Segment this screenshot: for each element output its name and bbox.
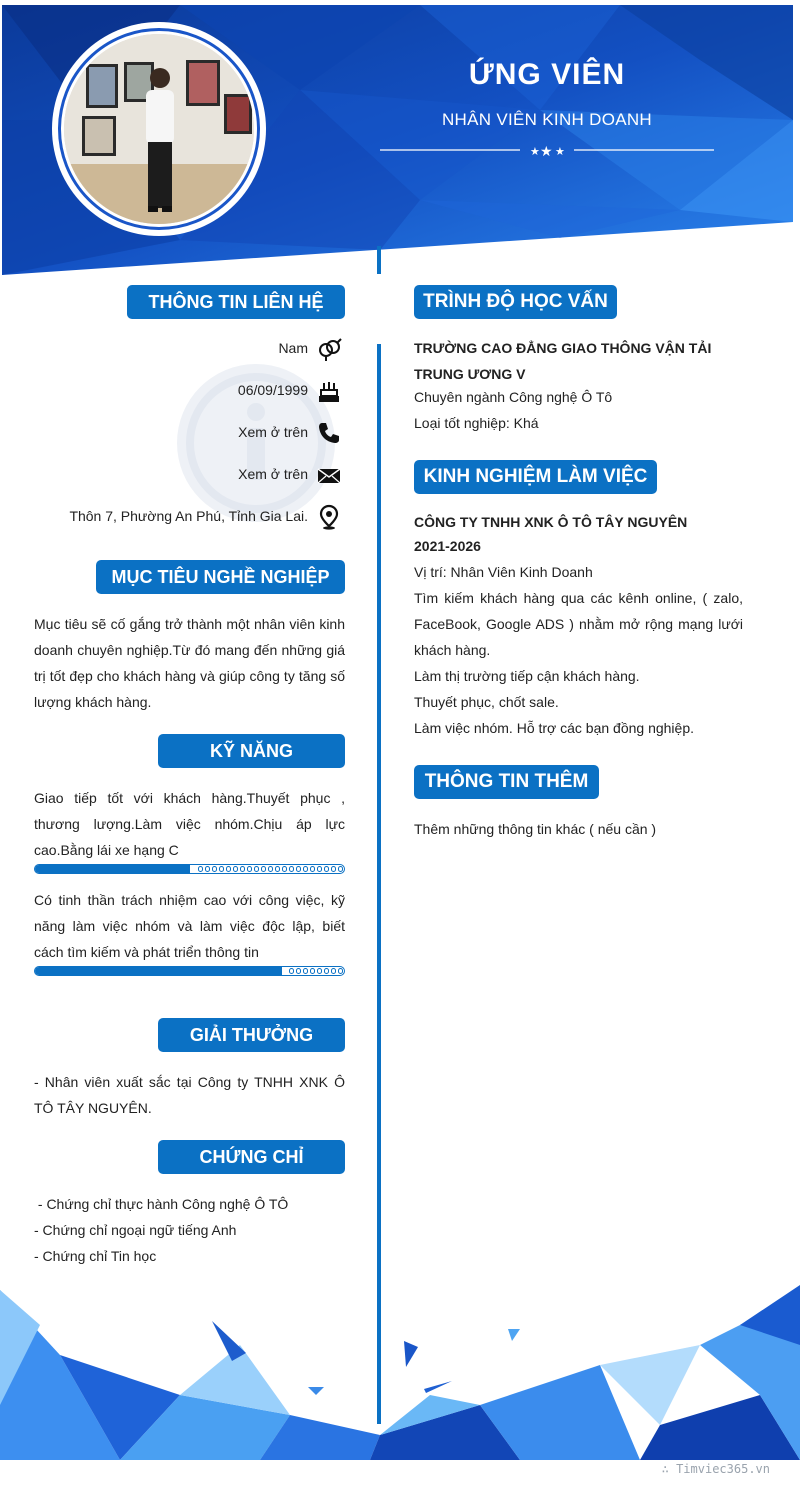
phone-icon xyxy=(316,420,342,446)
contact-gender xyxy=(0,340,345,370)
experience-duty: Làm việc nhóm. Hỗ trợ các bạn đồng nghiệp. xyxy=(414,720,695,736)
skill-level-fill-2 xyxy=(35,967,282,975)
skill-level-dot xyxy=(254,866,259,872)
skill-level-dot xyxy=(317,968,322,974)
section-title-experience: KINH NGHIỆM LÀM VIỆC xyxy=(414,460,657,494)
experience-period: 2021-2026 xyxy=(414,538,481,554)
objective-text: Mục tiêu sẽ cố gắng trở thành một nhân viên kinh doanh chuyên nghiệp.Từ đó mang đến những giá trị tốt đẹp cho khách hàng và giúp công ty tăng số lượng khách hàng. xyxy=(34,616,345,710)
experience-duty: Thuyết phục, chốt sale. xyxy=(414,694,559,710)
star-icon: ★ xyxy=(530,145,540,158)
skill-level-dot xyxy=(268,866,273,872)
education-school: TRƯỜNG CAO ĐẲNG GIAO THÔNG VẬN TẢI TRUNG ƯƠNG V xyxy=(414,340,712,382)
column-divider-top xyxy=(377,246,381,274)
experience-duty: Tìm kiếm khách hàng qua các kênh online, ( zalo, FaceBook, Google ADS ) nhằm mở rộng mạng lưới khách hàng. xyxy=(414,590,743,658)
education-grade: Loại tốt nghiệp: Khá xyxy=(414,415,539,431)
skill-level-bar-1 xyxy=(34,864,345,874)
section-title-contact: THÔNG TIN LIÊN HỆ xyxy=(127,285,345,319)
section-title-awards: GIẢI THƯỞNG xyxy=(158,1018,345,1052)
skill-level-dot xyxy=(289,866,294,872)
skill-level-dot xyxy=(331,968,336,974)
birthday-cake-icon xyxy=(316,378,342,404)
skill-level-dot xyxy=(310,866,315,872)
awards-text: - Nhân viên xuất sắc tại Công ty TNHH XNK Ô TÔ TÂY NGUYÊN. xyxy=(34,1074,345,1116)
certificate-item: - Chứng chỉ ngoại ngữ tiếng Anh xyxy=(34,1222,237,1238)
footer-brand: ∴ Timviec365.vn xyxy=(661,1462,770,1476)
experience-duty: Làm thị trường tiếp cận khách hàng. xyxy=(414,668,640,684)
contact-gender-text: Nam xyxy=(278,340,308,356)
email-icon xyxy=(316,462,342,488)
contact-address-text: Thôn 7, Phường An Phú, Tỉnh Gia Lai. xyxy=(69,508,308,524)
skill-level-fill-1 xyxy=(35,865,190,873)
skill-level-bar-2 xyxy=(34,966,345,976)
contact-phone-text: Xem ở trên xyxy=(238,424,308,440)
education-major: Chuyên ngành Công nghệ Ô Tô xyxy=(414,389,613,405)
contact-address xyxy=(0,508,345,538)
skill-level-dot xyxy=(247,866,252,872)
stars-divider xyxy=(380,140,714,160)
skill-text-2: Có tinh thần trách nhiệm cao với công việc, kỹ năng làm việc nhóm và làm việc độc lập, biết cách tìm kiếm và phát triển thông tin xyxy=(34,892,345,960)
contact-birthday xyxy=(0,382,345,412)
candidate-photo xyxy=(64,34,254,224)
contact-phone xyxy=(0,424,345,454)
skill-level-dot xyxy=(205,866,210,872)
skill-level-dot xyxy=(289,968,294,974)
skill-level-dot xyxy=(275,866,280,872)
column-divider xyxy=(377,344,381,1424)
skill-level-dot xyxy=(219,866,224,872)
skill-level-dot xyxy=(310,968,315,974)
section-title-education: TRÌNH ĐỘ HỌC VẤN xyxy=(414,285,617,319)
experience-position: Vị trí: Nhân Viên Kinh Doanh xyxy=(414,564,593,580)
avatar xyxy=(64,34,254,224)
skill-level-dot xyxy=(233,866,238,872)
section-title-skills: KỸ NĂNG xyxy=(158,734,345,768)
skill-level-dot xyxy=(296,968,301,974)
contact-email-text: Xem ở trên xyxy=(238,466,308,482)
skill-level-dot xyxy=(261,866,266,872)
skill-level-dot xyxy=(282,866,287,872)
contact-email xyxy=(0,466,345,496)
skill-level-dots xyxy=(198,866,343,872)
skill-level-dot xyxy=(240,866,245,872)
skill-level-dot xyxy=(198,866,203,872)
skill-level-dot xyxy=(296,866,301,872)
candidate-name: ỨNG VIÊN xyxy=(468,58,626,91)
star-icon: ★ xyxy=(555,145,565,158)
skill-level-dots xyxy=(289,968,343,974)
section-title-extra: THÔNG TIN THÊM xyxy=(414,765,599,799)
extra-text: Thêm những thông tin khác ( nếu cần ) xyxy=(414,821,657,837)
skill-level-dot xyxy=(303,866,308,872)
certificate-item: - Chứng chỉ Tin học xyxy=(34,1248,157,1264)
skill-level-dot xyxy=(338,968,343,974)
skill-level-dot xyxy=(303,968,308,974)
skill-level-dot xyxy=(324,866,329,872)
contact-birthday-text: 06/09/1999 xyxy=(237,382,308,398)
skill-level-dot xyxy=(338,866,343,872)
section-title-objective: MỤC TIÊU NGHỀ NGHIỆP xyxy=(96,560,345,594)
section-title-certificates: CHỨNG CHỈ xyxy=(158,1140,345,1174)
skill-level-dot xyxy=(331,866,336,872)
experience-company: CÔNG TY TNHH XNK Ô TÔ TÂY NGUYÊN xyxy=(414,514,688,530)
footer-background xyxy=(0,1285,800,1460)
certificate-item: - Chứng chỉ thực hành Công nghệ Ô TÔ xyxy=(34,1196,289,1212)
candidate-role: NHÂN VIÊN KINH DOANH xyxy=(441,110,653,129)
skill-level-dot xyxy=(324,968,329,974)
gender-icon xyxy=(316,336,342,362)
location-pin-icon xyxy=(316,504,342,530)
star-icon: ★ xyxy=(540,144,553,160)
skill-text-1: Giao tiếp tốt với khách hàng.Thuyết phục , thương lượng.Làm việc nhóm.Chịu áp lực cao.Bằng lái xe hạng C xyxy=(34,790,345,858)
skill-level-dot xyxy=(226,866,231,872)
skill-level-dot xyxy=(212,866,217,872)
skill-level-dot xyxy=(317,866,322,872)
